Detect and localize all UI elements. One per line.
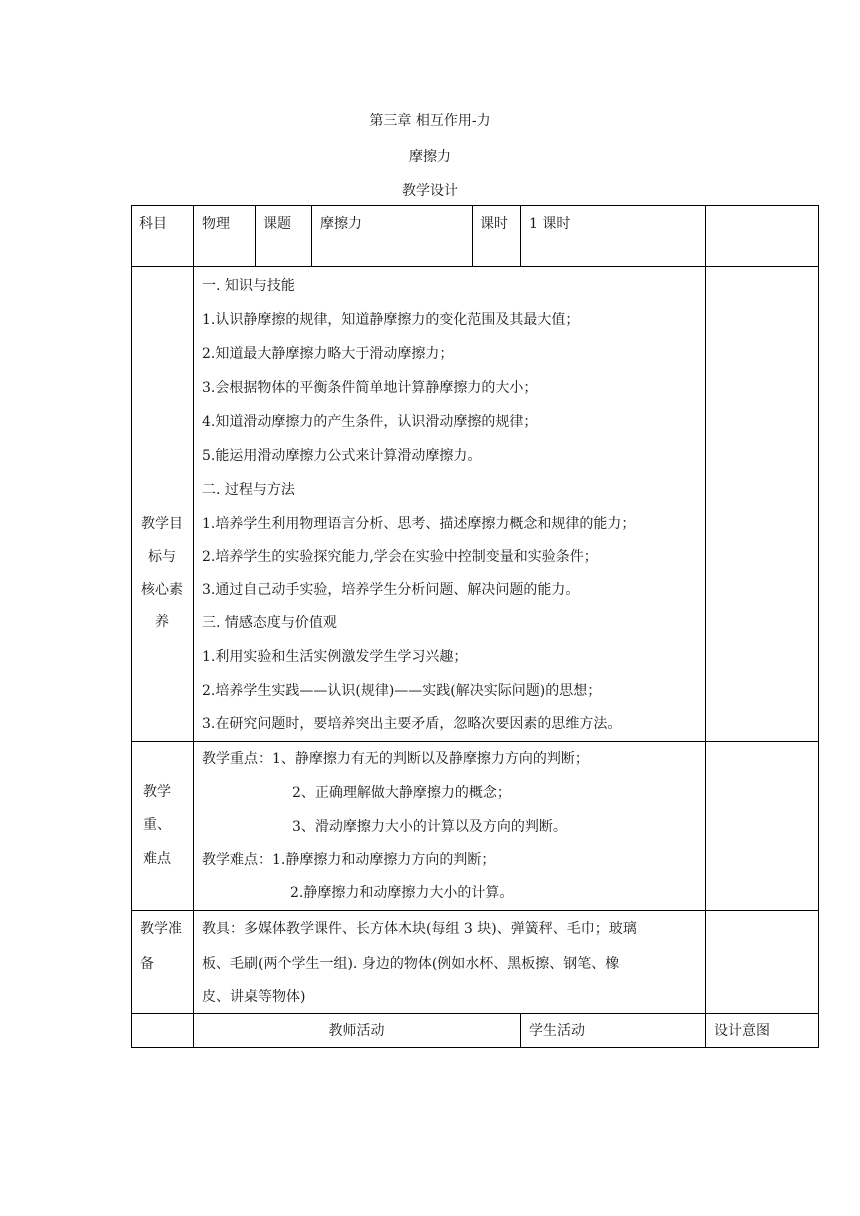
objectives-label-line: 核心素 — [141, 582, 183, 598]
key-points-label-line: 难点 — [143, 851, 171, 867]
objectives-line: 1.认识静摩擦的规律，知道静摩擦力的变化范围及其最大值； — [202, 312, 580, 328]
student-activity-header: 学生活动 — [529, 1023, 585, 1039]
lesson-title: 摩擦力 — [409, 149, 451, 165]
objectives-label-line: 标与 — [148, 549, 176, 565]
subject-value: 物理 — [202, 216, 230, 232]
subject-label: 科目 — [139, 216, 167, 232]
objectives-line: 三. 情感态度与价值观 — [202, 615, 337, 631]
objectives-line: 2.培养学生的实验探究能力,学会在实验中控制变量和实验条件； — [202, 549, 598, 565]
objectives-label-line: 教学目 — [141, 516, 183, 532]
hours-label: 课时 — [480, 216, 508, 232]
key-points-label-line: 重、 — [143, 817, 171, 833]
objectives-line: 1.利用实验和生活实例激发学生学习兴趣； — [202, 649, 468, 665]
preparation-line: 皮、讲桌等物体) — [202, 989, 306, 1005]
objectives-line: 2.培养学生实践——认识(规律)——实践(解决实际问题)的思想； — [202, 683, 602, 699]
key-points-line: 教学难点：1.静摩擦力和动摩擦力方向的判断； — [202, 852, 496, 868]
design-intent-header: 设计意图 — [714, 1023, 770, 1039]
objectives-line: 1.培养学生利用物理语言分析、思考、描述摩擦力概念和规律的能力； — [202, 516, 636, 532]
preparation-label-line: 教学准 — [140, 921, 182, 937]
objectives-line: 3.通过自己动手实验，培养学生分析问题、解决问题的能力。 — [202, 582, 580, 598]
preparation-line: 教具：多媒体教学课件、长方体木块(每组 3 块)、弹簧秤、毛巾；玻璃 — [202, 921, 637, 937]
objectives-line: 3.会根据物体的平衡条件简单地计算静摩擦力的大小； — [202, 380, 538, 396]
key-points-line: 教学重点：1、静摩擦力有无的判断以及静摩擦力方向的判断； — [202, 751, 589, 767]
key-points-line: 2、正确理解做大静摩擦力的概念； — [292, 785, 511, 801]
objectives-line: 4.知道滑动摩擦力的产生条件，认识滑动摩擦的规律； — [202, 414, 538, 430]
objectives-line: 5.能运用滑动摩擦力公式来计算滑动摩擦力。 — [202, 448, 482, 464]
key-points-label-line: 教学 — [143, 784, 171, 800]
topic-value: 摩擦力 — [320, 216, 362, 232]
topic-label: 课题 — [263, 216, 291, 232]
preparation-label-line: 备 — [140, 956, 154, 972]
objectives-line: 二. 过程与方法 — [202, 482, 295, 498]
chapter-title: 第三章 相互作用-力 — [369, 113, 491, 129]
key-points-line: 3、滑动摩擦力大小的计算以及方向的判断。 — [292, 819, 567, 835]
preparation-line: 板、毛刷(两个学生一组). 身边的物体(例如水杯、黑板擦、钢笔、橡 — [202, 956, 620, 972]
objectives-line: 一. 知识与技能 — [202, 278, 295, 294]
key-points-line: 2.静摩擦力和动摩擦力大小的计算。 — [290, 885, 514, 901]
objectives-line: 3.在研究问题时，要培养突出主要矛盾，忽略次要因素的思维方法。 — [202, 716, 622, 732]
hours-value: 1 课时 — [529, 216, 571, 232]
objectives-label-line: 养 — [155, 614, 169, 630]
objectives-line: 2.知道最大静摩擦力略大于滑动摩擦力； — [202, 346, 454, 362]
document-type-title: 教学设计 — [402, 183, 458, 199]
teacher-activity-header: 教师活动 — [328, 1023, 385, 1039]
